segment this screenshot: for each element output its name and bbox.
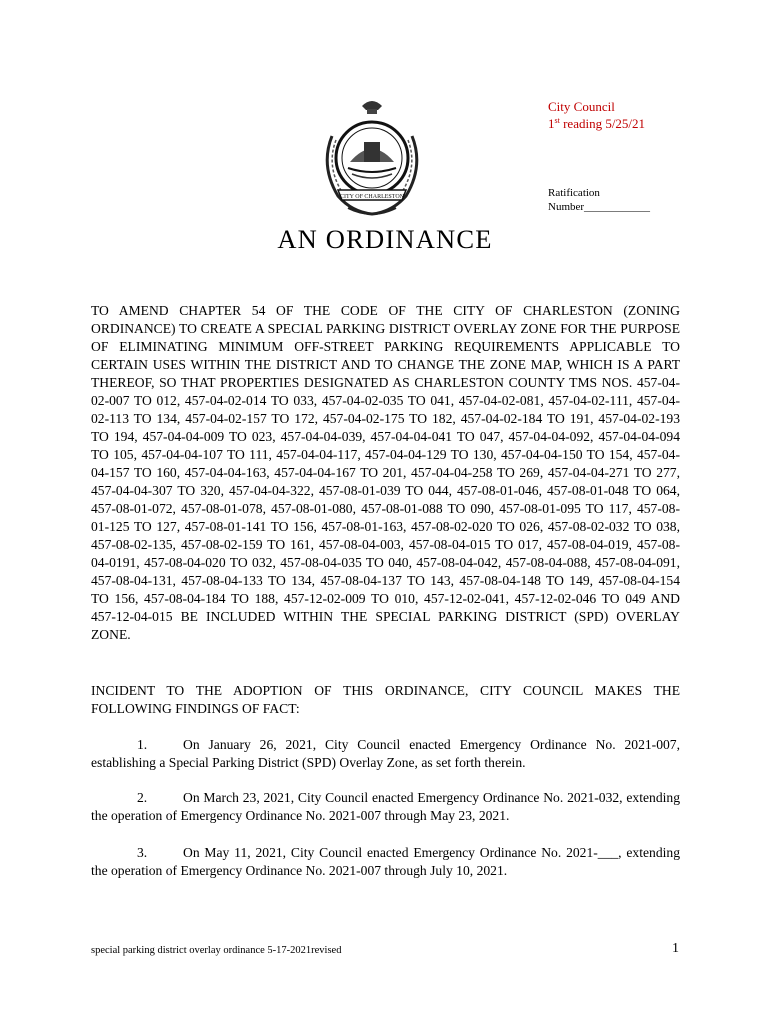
finding-item — [91, 736, 680, 772]
finding-number: 1. — [137, 737, 148, 752]
reading-date: 1st reading 5/25/21 — [548, 115, 646, 131]
ratification-label: Ratification — [548, 187, 600, 199]
council-reading-note — [548, 99, 645, 132]
page-number: 1 — [672, 941, 679, 956]
footer-filename: special parking district overlay ordinance 5-17-2021revised — [91, 945, 342, 956]
city-seal-icon — [318, 96, 426, 220]
council-label: City Council — [548, 99, 615, 114]
finding-item — [91, 844, 680, 880]
finding-text: On May 11, 2021, City Council enacted Emergency Ordinance No. 2021-___, extending the operation of Emergency Ordinance No. 2021-007 through July 10, 2021. — [91, 845, 680, 878]
document-title: AN ORDINANCE — [277, 224, 493, 254]
finding-number: 2. — [137, 790, 148, 805]
findings-intro-paragraph: INCIDENT TO THE ADOPTION OF THIS ORDINANCE, CITY COUNCIL MAKES THE FOLLOWING FINDINGS OF FACT: — [91, 683, 680, 716]
ratification-number — [548, 187, 650, 214]
finding-text: On January 26, 2021, City Council enacted Emergency Ordinance No. 2021-007, establishing a Special Parking District (SPD) Overlay Zone, as set forth therein. — [91, 737, 680, 770]
finding-text: On March 23, 2021, City Council enacted Emergency Ordinance No. 2021-032, extending the operation of Emergency Ordinance No. 2021-007 through May 23, 2021. — [91, 790, 680, 823]
finding-number: 3. — [137, 845, 148, 860]
finding-item — [91, 789, 680, 825]
ordinance-purpose-paragraph: TO AMEND CHAPTER 54 OF THE CODE OF THE CITY OF CHARLESTON (ZONING ORDINANCE) TO CREATE A SPECIAL PARKING DISTRICT OVERLAY ZONE FOR THE PURPOSE OF ELIMINATING MINIMUM OFF-STREET PARKING REQUIREMENTS APPLICABLE TO CERTAIN USES WITHIN THE DISTRICT AND TO CHANGE THE ZONE MAP, WHICH IS A PART THEREOF, SO THAT PROPERTIES DESIGNATED AS CHARLESTON COUNTY TMS NOS. 457-04-02-007 TO 012, 457-04-02-014 TO 033, 457-04-02-035 TO 041, 457-04-02-081, 457-04-02-111, 457-04-02-113 TO 134, 457-04-02-157 TO 172, 457-04-02-175 TO 182, 457-04-02-184 TO 191, 457-04-02-193 TO 194, 457-04-04-009 TO 023, 457-04-04-039, 457-04-04-041 TO 047, 457-04-04-092, 457-04-04-094 TO 105, 457-04-04-107 TO 111, 457-04-04-117, 457-04-04-129 TO 130, 457-04-04-150 TO 154, 457-04-04-157 TO 160, 457-04-04-163, 457-04-04-167 TO 201, 457-04-04-258 TO 269, 457-04-04-271 TO 277, 457-04-04-307 TO 320, 457-04-04-322, 457-08-01-039 TO 044, 457-08-01-046, 457-08-01-048 TO 064, 457-08-01-072, 457-08-01-078, 457-08-01-080, 457-08-01-088 TO 090, 457-08-01-095 TO 117, 457-08-01-125 TO 127, 457-08-01-141 TO 156, 457-08-01-163, 457-08-02-020 TO 026, 457-08-02-032 TO 038, 457-08-02-135, 457-08-02-159 TO 161, 457-08-04-003, 457-08-04-015 TO 017, 457-08-04-019, 457-08-04-0191, 457-08-04-020 TO 032, 457-08-04-035 TO 040, 457-08-04-042, 457-08-04-088, 457-08-04-091, 457-08-04-131, 457-08-04-133 TO 134, 457-08-04-137 TO 143, 457-08-04-148 TO 149, 457-08-04-154 TO 156, 457-08-04-184 TO 188, 457-12-02-009 TO 010, 457-12-02-041, 457-12-02-046 TO 049 AND 457-12-04-015 BE INCLUDED WITHIN THE SPECIAL PARKING DISTRICT (SPD) OVERLAY ZONE. — [91, 303, 680, 642]
ratification-blank: Number____________ — [548, 200, 651, 213]
seal-banner-text: CITY OF CHARLESTON — [339, 194, 405, 200]
